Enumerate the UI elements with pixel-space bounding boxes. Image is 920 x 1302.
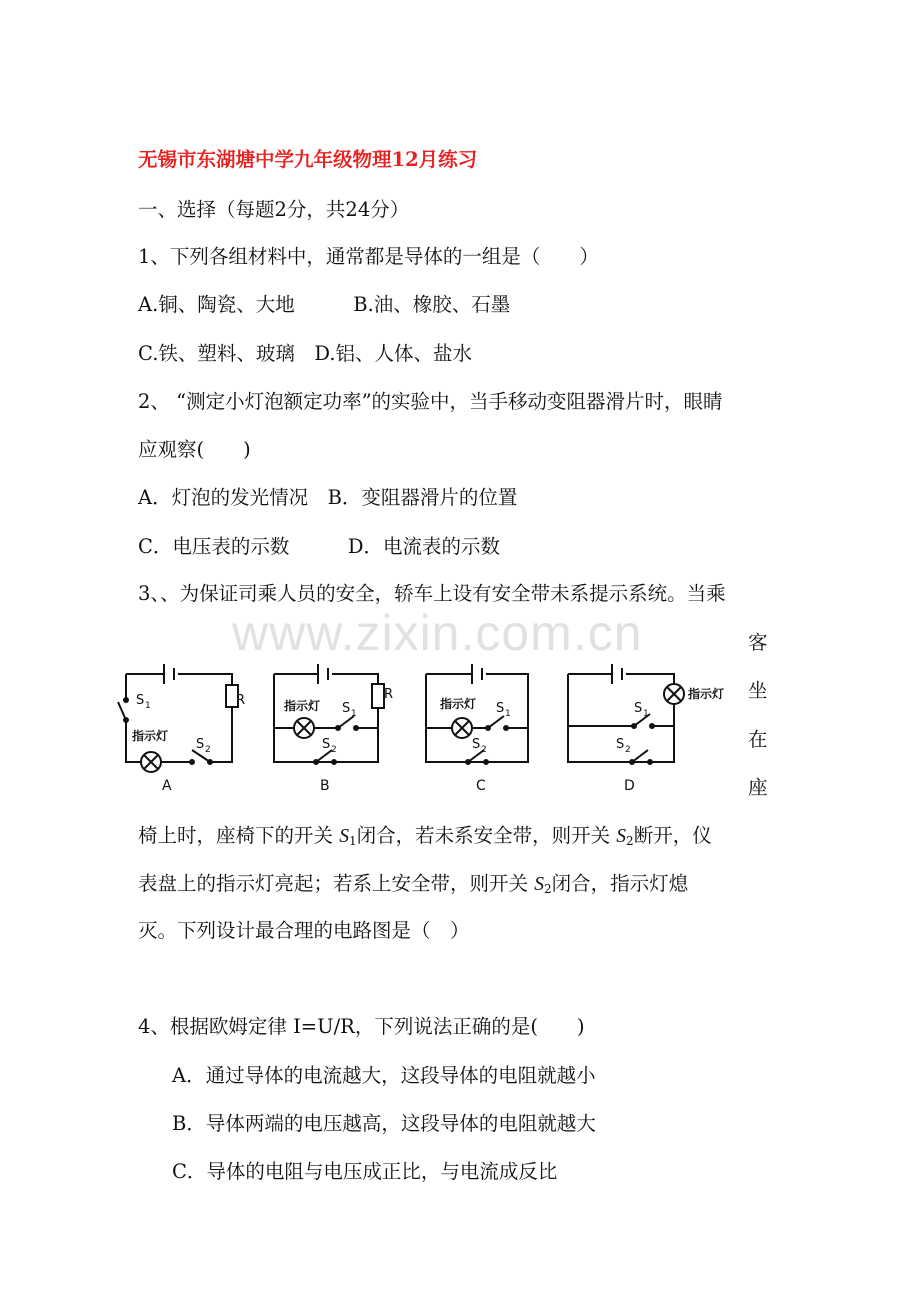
watermark: www.zixin.com.cn	[232, 605, 643, 661]
circuit-a	[118, 664, 245, 794]
q1-options-ab: A.铜、陶瓷、大地 B.油、橡胶、石墨	[138, 293, 511, 316]
q3-side-char: 坐	[748, 679, 768, 702]
label-lamp: 指示灯	[132, 729, 169, 743]
label-lamp: 指示灯	[688, 687, 725, 701]
label-s1: S	[136, 693, 145, 708]
q1-options-cd: C.铁、塑料、玻璃 D.铝、人体、盐水	[138, 342, 473, 365]
q3-text: 闭合，若未系安全带，则开关	[356, 824, 617, 847]
label-s2: S	[322, 737, 331, 752]
label-sub: 1	[643, 709, 649, 719]
q3-text: 闭合，指示灯熄	[551, 872, 689, 895]
option-label-d: D	[624, 778, 635, 794]
subscript: 1	[348, 834, 357, 848]
q3-text: 椅上时，座椅下的开关	[138, 824, 340, 847]
label-s1: S	[342, 701, 351, 716]
label-sub: 2	[205, 745, 211, 755]
circuit-diagrams	[116, 650, 746, 798]
circuit-d	[568, 664, 724, 794]
switch-symbol: S	[534, 874, 544, 895]
q2-stem-line2: 应观察( )	[138, 438, 251, 461]
label-sub: 2	[331, 745, 337, 755]
label-s1: S	[496, 701, 505, 716]
q2-options-cd: C．电压表的示数 D．电流表的示数	[138, 535, 501, 558]
label-s2: S	[472, 737, 481, 752]
q3-stem-line2	[138, 823, 712, 854]
section-heading: 一、选择（每题2分，共24分）	[138, 198, 410, 221]
q3-side-char: 客	[748, 631, 768, 654]
q3-text: 表盘上的指示灯亮起；若系上安全带，则开关	[138, 872, 535, 895]
label-lamp: 指示灯	[440, 697, 477, 711]
switch-symbol: S	[616, 826, 627, 847]
subscript: 2	[543, 882, 552, 896]
switch-symbol: S	[339, 826, 349, 847]
q3-side-char: 在	[748, 728, 768, 751]
q3-stem-line3	[138, 871, 688, 902]
label-s1: S	[634, 701, 643, 716]
q4-option-c: C．导体的电阻与电压成正比，与电流成反比	[172, 1160, 558, 1183]
q3-stem-line4: 灭。下列设计最合理的电路图是（ ）	[138, 919, 470, 942]
label-r: R	[384, 687, 394, 702]
q3-text: 断开，仪	[633, 824, 712, 847]
circuit-b	[274, 664, 393, 794]
q4-option-b: B．导体两端的电压越高，这段导体的电阻就越大	[172, 1112, 596, 1135]
label-s2: S	[196, 737, 205, 752]
label-sub: 2	[481, 745, 487, 755]
option-label-a: A	[162, 778, 172, 794]
q3-side-char: 座	[748, 776, 768, 799]
q2-stem-line1: 2、 “测定小灯泡额定功率”的实验中，当手移动变阻器滑片时，眼睛	[138, 390, 723, 413]
option-label-b: B	[320, 778, 330, 794]
label-r: R	[236, 693, 246, 708]
label-sub: 1	[351, 709, 357, 719]
circuit-c	[426, 664, 528, 794]
label-s2: S	[616, 737, 625, 752]
q1-stem: 1、下列各组材料中，通常都是导体的一组是（ ）	[138, 245, 599, 268]
q4-option-a: A．通过导体的电流越大，这段导体的电阻就越小	[172, 1064, 596, 1087]
q3-stem-line1: 3、、为保证司乘人员的安全，轿车上设有安全带未系提示系统。当乘	[138, 582, 726, 605]
option-label-c: C	[476, 778, 486, 794]
label-lamp: 指示灯	[284, 699, 321, 713]
page-title: 无锡市东湖塘中学九年级物理12月练习	[138, 148, 478, 171]
q4-stem: 4、根据欧姆定律 I=U/R，下列说法正确的是( )	[138, 1015, 585, 1038]
subscript: 2	[626, 834, 634, 848]
label-sub: 2	[625, 745, 631, 755]
label-sub: 1	[145, 701, 151, 711]
q2-options-ab: A．灯泡的发光情况 B．变阻器滑片的位置	[138, 486, 518, 509]
label-sub: 1	[505, 709, 511, 719]
